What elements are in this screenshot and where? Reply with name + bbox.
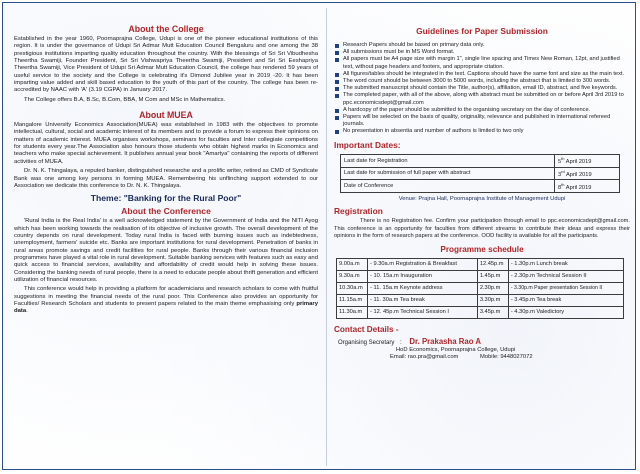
guideline-item: No presentation in absentia and number of authors is limited to two only bbox=[334, 128, 630, 135]
programme-event: - 4.30p.m Valedictory bbox=[508, 306, 623, 318]
date-suffix: th bbox=[561, 181, 565, 187]
date-day: 8 bbox=[558, 184, 562, 191]
organiser-colon: : bbox=[400, 339, 402, 346]
organiser-name: Dr. Prakasha Rao A bbox=[409, 336, 482, 346]
organiser-role: Organising Secretary bbox=[338, 339, 395, 346]
guideline-item: The word count should be between 3000 to 5000 words, including the abstract that is limited to 300 words. bbox=[334, 78, 630, 85]
date-value bbox=[555, 154, 620, 167]
primary-data-emphasis: primary data bbox=[14, 300, 318, 315]
guidelines-heading: Guidelines for Paper Submission bbox=[416, 26, 548, 36]
date-day: 3 bbox=[558, 171, 562, 178]
table-row bbox=[337, 270, 624, 282]
column-divider bbox=[326, 8, 327, 466]
date-label: Last date for submission of full paper with abstract bbox=[341, 167, 555, 180]
important-dates-table bbox=[340, 154, 620, 194]
college-courses-text: The College offers B.A, B.Sc, B.Com, BBA, M Com and MSc in Mathematics. bbox=[24, 96, 226, 103]
programme-event: - 10. 15a.m Inauguration bbox=[368, 270, 478, 282]
important-dates-heading: Important Dates: bbox=[334, 139, 401, 150]
guideline-item: The submitted manuscript should contain the Title, author(s), affiliation, email ID, abstract, and five keywords. bbox=[334, 85, 630, 92]
table-row bbox=[337, 306, 624, 318]
registration-heading: Registration bbox=[334, 206, 383, 217]
venue-text: Venue: Prajna Hall, Poornaprajna Institute of Management Udupi bbox=[398, 196, 566, 203]
guideline-item: Research Papers should be based on primary data only. bbox=[334, 42, 630, 49]
programme-event: - 11. 30a.m Tea break bbox=[368, 294, 478, 306]
table-row bbox=[341, 167, 620, 180]
programme-start: 3.30p.m bbox=[477, 294, 508, 306]
programme-start: 2.30p.m bbox=[477, 282, 508, 294]
table-row bbox=[337, 282, 624, 294]
table-row bbox=[337, 294, 624, 306]
programme-start: 3.45p.m bbox=[477, 306, 508, 318]
date-day: 5 bbox=[558, 159, 562, 166]
organiser-department: HoD Economics, Poornaprajna College, Udupi bbox=[396, 346, 516, 353]
date-value bbox=[555, 180, 620, 193]
table-row bbox=[337, 258, 624, 270]
conference-platform-end: . bbox=[26, 308, 28, 315]
guideline-item: All papers must be A4 page size with margin 1", single line spacing and Times New Roman, 12pt, and justified text, without page headers and footers, and appropriate citation. bbox=[334, 56, 630, 70]
programme-start: 1.45p.m bbox=[477, 270, 508, 282]
programme-table bbox=[336, 258, 624, 319]
organiser-contact bbox=[334, 354, 630, 360]
left-column bbox=[14, 4, 318, 316]
guideline-item: All figures/tables should be integrated in the text. Captions should have the same font and size as the main text. bbox=[334, 71, 630, 78]
programme-start: 11.30a.m bbox=[337, 306, 368, 318]
guideline-item: Papers will be selected on the basis of quality, originality, relevance and published in international refereed journals. bbox=[334, 114, 630, 128]
about-conference-heading: About the Conference bbox=[121, 206, 211, 217]
about-college-paragraph: Established in the year 1960, Poornaprajna College, Udupi is one of the pioneer educational institutions of this region. It is under the governance of Udupi Sri Admar Mutt Education Council Bengaluru and one among the 38 prestigious institutions imparting quality education throughout the country. With the blessings of Sri Sri Vibudhesha Theertha Swamiji, Founder President, Sri Sri Vishwapriya Theertha Swamiji, President and Sri Sri Eeshapriya Theertha Swamiji, Vice President of Udupi Sri Admar Mutt Education Council, the college has rendered 59 years of useful service to the society and the College is celebrating it's Dimond Jubilee year in 2019 -20. It has been imparting value added and skill based education to the youth of this part of the country. The college has been re-accredited by NAAC with 'A' (3.19 CGPA) in January 2017. bbox=[14, 36, 318, 94]
date-label: Date of Conference bbox=[341, 180, 555, 193]
organiser-mobile: Mobile: 9448027072 bbox=[480, 353, 533, 360]
guideline-item: A hardcopy of the paper should be submitted to the organising secretary on the day of conference. bbox=[334, 107, 630, 114]
conference-platform-paragraph bbox=[14, 286, 318, 315]
organiser-email[interactable]: Email: rao.pra@gmail.com bbox=[390, 353, 459, 360]
programme-event: - 1.30p.m Lunch break bbox=[508, 258, 623, 270]
guideline-item: The completed paper, with all of the above, along with abstract must be submitted on or before April 3rd 2019 to ppc.economicsdept@gmail.com bbox=[334, 92, 630, 106]
guideline-item: All submissions must be in MS Word format. bbox=[334, 49, 630, 56]
programme-start: 11.15a.m bbox=[337, 294, 368, 306]
programme-event: - 3.45p.m Tea break bbox=[508, 294, 623, 306]
programme-start: 9.30a.m bbox=[337, 270, 368, 282]
programme-start: 9.00a.m bbox=[337, 258, 368, 270]
organiser-row bbox=[334, 337, 630, 346]
table-row bbox=[341, 154, 620, 167]
programme-event: - 2.30p.m Technical Session II bbox=[508, 270, 623, 282]
thingalaya-paragraph: Dr. N. K. Thingalaya, a reputed banker, distinguished researche and a prolific writer, retired as CMD of Syndicate Bank was one among key persons in forming MUEA. Remembering his unflinching support extended to our Association we dedicate this conference to Dr. N. K. Thingalaya. bbox=[14, 168, 318, 189]
programme-start: 12.45p.m bbox=[477, 258, 508, 270]
contact-heading: Contact Details - bbox=[334, 324, 399, 334]
table-row bbox=[341, 180, 620, 193]
registration-text: There is no Registration fee. Confirm your participation through email to ppc.economicsdept@gmail.com. This conference is an opportunity for faculties from different streams to contribute their ideas and express their opinions in the form of research papers at the conference. OOD facility is available for all the participants. bbox=[334, 218, 630, 239]
conference-platform-text: This conference would help in providing a platform for academicians and research scholars to come with fruitful suggestions in meeting the financial needs of the rural poor. This Conference also provides an opportunity for Faculties/ Research Scholars and students to present papers related to the main theme emphasising only bbox=[14, 286, 318, 307]
date-label: Last date for Registration bbox=[341, 154, 555, 167]
guidelines-list bbox=[334, 42, 630, 136]
programme-event: - 12. 45p.m Technical Session I bbox=[368, 306, 478, 318]
programme-event: - 9.30a.m Registration & Breakfast bbox=[368, 258, 478, 270]
about-conference-paragraph: 'Rural India is the Real India' is a well acknowledged statement by the Government of India and the NITI Ayog which has been working towards the realisation of its objective of inclusive growth. The overall development of the country depends on rural development. Today rural India is faced with burning issues such as indebtedness, unemployment, farmers' suicide etc. Banks are important institutions for rural development. Penetration of banks in rural areas promote savings and credit facilities for rural people. Banks through their various financial inclusion programmes have played a vital role in rural development. Suitable banking services with features such as easy and quick access to financial services, availability and affordability of credit would help in solving these issues. Considering the banking needs of rural people, there is a need to educate people about thrift generation and efficient utilization of financial resources. bbox=[14, 218, 318, 283]
date-suffix: rd bbox=[561, 169, 565, 175]
theme-heading: Theme: "Banking for the Rural Poor" bbox=[90, 193, 242, 204]
date-rest: April 2019 bbox=[564, 171, 592, 178]
date-rest: April 2019 bbox=[564, 159, 592, 166]
date-suffix: th bbox=[561, 156, 565, 162]
about-muea-heading: About MUEA bbox=[139, 110, 193, 121]
about-muea-paragraph: Mangalore University Economics Association(MUEA) was established in 1983 with the objectives to promote intellectual, cultural, social and academic interest of its members and to provide a forum to express their opinions on matters of academic interest. MUEA organises workshops, seminars for faculties and Inter collegiate competitions for students every year.The Association also honours those students who obtain highest marks in Economics and teachers who make special achievement. It publishes annual year book "Amartya" containing the reports of different activities of MUEA. bbox=[14, 122, 318, 165]
right-column bbox=[334, 4, 630, 360]
programme-event: - 11. 15a.m Keynote address bbox=[368, 282, 478, 294]
date-value bbox=[555, 167, 620, 180]
programme-start: 10.30a.m bbox=[337, 282, 368, 294]
programme-heading: Programme schedule bbox=[440, 244, 524, 254]
about-college-heading: About the College bbox=[128, 24, 204, 34]
programme-event: - 3.30p.m Paper presentation Session II bbox=[508, 282, 623, 294]
date-rest: April 2019 bbox=[564, 184, 592, 191]
